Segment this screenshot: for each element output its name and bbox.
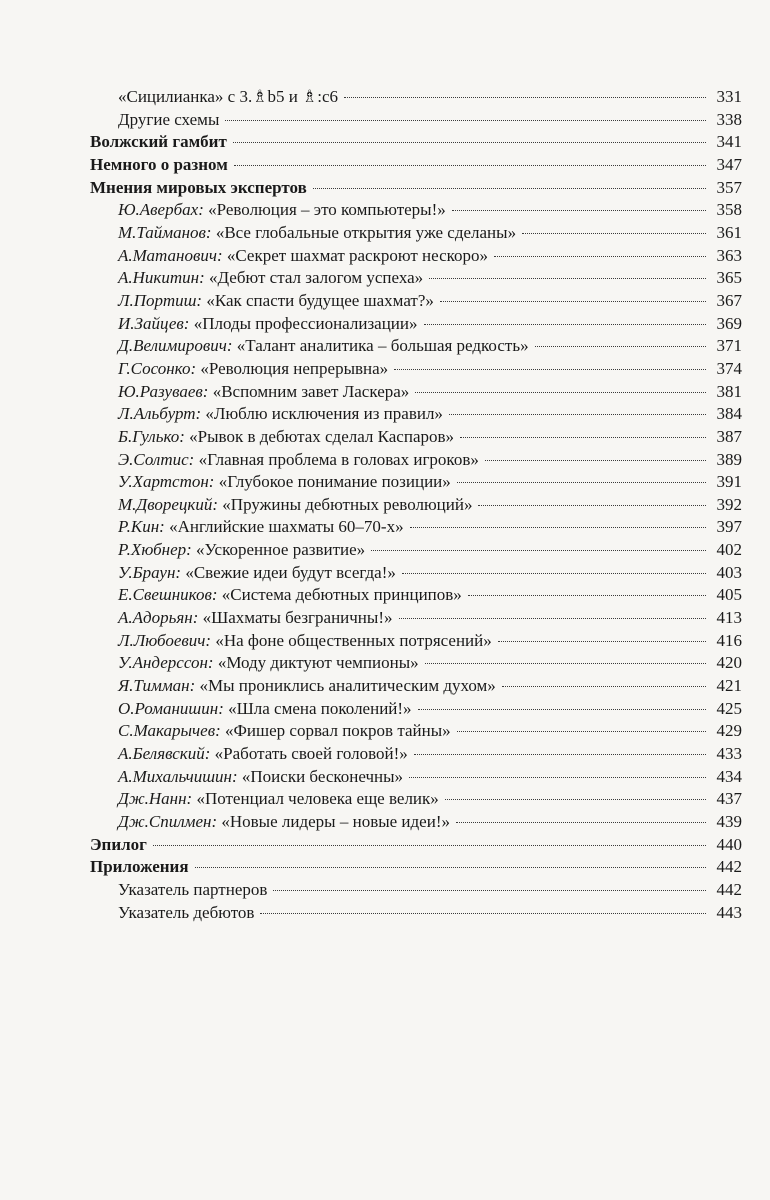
toc-entry-page-number: 397 <box>716 517 742 537</box>
toc-entry-label <box>118 630 492 653</box>
toc-entry-label <box>118 335 529 358</box>
toc-entry <box>90 449 742 472</box>
toc-entry <box>90 131 742 154</box>
toc-entry-title: «Вспомним завет Ласкера» <box>212 381 410 401</box>
toc-entry-title: «Пружины дебютных революций» <box>222 494 473 514</box>
toc-entry <box>90 335 742 358</box>
toc-entry <box>90 245 742 268</box>
dot-leader <box>418 709 706 710</box>
toc-entry-page-number: 341 <box>716 132 742 152</box>
toc-entry-title: Другие схемы <box>118 109 220 129</box>
toc-entry <box>90 426 742 449</box>
toc-entry-author: А.Матанович: <box>118 245 223 265</box>
toc-entry-label <box>90 131 227 154</box>
toc-entry <box>90 811 742 834</box>
toc-entry-title: «Потенциал человека еще велик» <box>196 789 439 809</box>
toc-entry-author: Р.Хюбнер: <box>118 540 192 560</box>
toc-entry-title: «Как спасти будущее шахмат?» <box>206 290 434 310</box>
toc-entry-page-number: 347 <box>716 154 742 174</box>
dot-leader <box>440 301 706 302</box>
dot-leader <box>371 550 706 551</box>
toc-entry-page-number: 361 <box>716 222 742 242</box>
toc-entry-page-number: 403 <box>716 562 742 582</box>
toc-entry-page-number: 442 <box>716 879 742 899</box>
toc-entry-author: О.Романишин: <box>118 698 224 718</box>
toc-entry <box>90 879 742 902</box>
toc-entry-title: «Мы прониклись аналитическим духом» <box>199 676 496 696</box>
dot-leader <box>445 799 706 800</box>
toc-entry-label <box>118 675 496 698</box>
toc-entry-author: Р.Кин: <box>118 517 165 537</box>
toc-entry-page-number: 420 <box>716 653 742 673</box>
toc-entry-author: М.Тайманов: <box>118 222 212 242</box>
toc-entry-author: А.Адорьян: <box>118 608 199 628</box>
dot-leader <box>153 845 706 846</box>
toc-entry-page-number: 387 <box>716 426 742 446</box>
toc-entry <box>90 313 742 336</box>
toc-entry <box>90 766 742 789</box>
toc-entry-page-number: 416 <box>716 630 742 650</box>
dot-leader <box>452 210 706 211</box>
toc-entry-label <box>118 109 219 132</box>
dot-leader <box>478 505 706 506</box>
toc-entry-page-number: 367 <box>716 290 742 310</box>
toc-entry-author: Г.Сосонко: <box>118 358 197 378</box>
toc-entry-label <box>118 426 454 449</box>
toc-entry-title: «На фоне общественных потрясений» <box>215 630 492 650</box>
toc-entry-page-number: 437 <box>716 789 742 809</box>
dot-leader <box>415 392 706 393</box>
dot-leader <box>234 165 706 166</box>
toc-entry-page-number: 439 <box>716 812 742 831</box>
toc-entry-page-number: 381 <box>716 381 742 401</box>
toc-entry-author: А.Белявский: <box>118 744 211 764</box>
table-of-contents <box>90 86 742 924</box>
toc-entry-title: «Работать своей головой!» <box>214 744 408 764</box>
toc-entry <box>90 86 742 109</box>
toc-entry <box>90 856 742 879</box>
toc-entry-author: Дж.Нанн: <box>118 789 193 809</box>
dot-leader <box>273 890 706 891</box>
toc-entry-author: Ю.Разуваев: <box>118 381 209 401</box>
toc-entry-title: «Ускоренное развитие» <box>196 540 366 560</box>
dot-leader <box>522 233 706 234</box>
toc-entry-label <box>118 607 393 630</box>
toc-entry-title: «Глубокое понимание позиции» <box>218 472 451 492</box>
dot-leader <box>233 142 706 143</box>
toc-entry-page-number: 433 <box>716 744 742 764</box>
toc-entry-title: «Дебют стал залогом успеха» <box>209 268 424 288</box>
toc-entry-label <box>118 902 254 925</box>
toc-entry-title: «Все глобальные открытия уже сделаны» <box>215 222 517 242</box>
toc-entry-author: Дж.Спилмен: <box>118 812 218 831</box>
dot-leader <box>414 754 706 755</box>
toc-entry-title: «Сицилианка» с 3.♗b5 и ♗:c6 <box>118 87 339 106</box>
toc-entry-page-number: 425 <box>716 698 742 718</box>
toc-entry-label <box>90 177 307 200</box>
toc-entry-author: Э.Солтис: <box>118 449 195 469</box>
toc-entry-title: «Революция непрерывна» <box>200 358 389 378</box>
toc-entry-author: А.Михальчишин: <box>118 766 238 786</box>
dot-leader <box>494 256 706 257</box>
dot-leader <box>424 324 707 325</box>
dot-leader <box>429 278 706 279</box>
toc-entry-author: Д.Велимирович: <box>118 336 233 356</box>
toc-entry-label <box>118 516 404 539</box>
toc-entry-label <box>118 381 409 404</box>
dot-leader <box>457 731 706 732</box>
toc-entry-label <box>90 154 228 177</box>
dot-leader <box>498 641 706 642</box>
dot-leader <box>485 460 706 461</box>
dot-leader <box>449 414 706 415</box>
toc-entry <box>90 562 742 585</box>
toc-entry-author: У.Хартстон: <box>118 472 215 492</box>
toc-entry-label <box>118 358 388 381</box>
toc-entry-label <box>118 449 479 472</box>
toc-entry-author: У.Браун: <box>118 562 182 582</box>
toc-entry-label <box>118 879 267 902</box>
toc-entry-page-number: 443 <box>716 902 742 922</box>
toc-entry-author: Е.Свешников: <box>118 585 218 605</box>
toc-entry-author: Л.Портиш: <box>118 290 203 310</box>
toc-entry-title: «Английские шахматы 60–70-х» <box>169 517 404 537</box>
toc-entry-title: «Фишер сорвал покров тайны» <box>225 721 451 741</box>
toc-entry-title: «Моду диктуют чемпионы» <box>217 653 419 673</box>
dot-leader <box>402 573 706 574</box>
toc-entry-author: Б.Гулько: <box>118 426 185 446</box>
toc-entry-label <box>118 222 516 245</box>
toc-entry <box>90 516 742 539</box>
dot-leader <box>535 346 706 347</box>
toc-entry-label <box>118 720 451 743</box>
toc-entry-page-number: 434 <box>716 766 742 786</box>
toc-entry-label <box>118 562 396 585</box>
toc-entry <box>90 222 742 245</box>
toc-entry-title: Указатель партнеров <box>118 879 268 899</box>
toc-entry-label <box>90 856 189 879</box>
toc-entry-label <box>118 267 423 290</box>
toc-entry-title: «Главная проблема в головах игроков» <box>198 449 479 469</box>
toc-entry <box>90 630 742 653</box>
toc-entry <box>90 834 742 857</box>
toc-entry <box>90 177 742 200</box>
toc-entry <box>90 788 742 811</box>
toc-entry-title: «Поиски бесконечны» <box>241 766 404 786</box>
toc-entry <box>90 698 742 721</box>
toc-entry <box>90 652 742 675</box>
toc-entry-label <box>118 245 488 268</box>
toc-entry <box>90 902 742 925</box>
toc-entry-page-number: 363 <box>716 245 742 265</box>
toc-entry <box>90 403 742 426</box>
toc-entry-title: Немного о разном <box>90 154 228 174</box>
toc-entry-page-number: 369 <box>716 313 742 333</box>
toc-entry-page-number: 442 <box>716 857 742 877</box>
toc-entry-author: Л.Альбурт: <box>118 404 202 424</box>
toc-entry-title: «Шла смена поколений!» <box>228 698 412 718</box>
toc-entry-title: «Система дебютных принципов» <box>221 585 462 605</box>
toc-entry-page-number: 392 <box>716 494 742 514</box>
toc-entry-page-number: 331 <box>716 87 742 106</box>
toc-entry-title: Волжский гамбит <box>90 132 227 152</box>
toc-entry-label <box>118 199 446 222</box>
toc-entry <box>90 471 742 494</box>
toc-entry-title: «Новые лидеры – новые идеи!» <box>221 812 450 831</box>
dot-leader <box>195 867 706 868</box>
toc-entry-author: М.Дворецкий: <box>118 494 219 514</box>
toc-entry-page-number: 405 <box>716 585 742 605</box>
toc-entry-label <box>118 539 365 562</box>
toc-entry <box>90 494 742 517</box>
toc-entry-author: У.Андерссон: <box>118 653 214 673</box>
toc-entry <box>90 199 742 222</box>
toc-entry-page-number: 413 <box>716 608 742 628</box>
dot-leader <box>457 482 706 483</box>
toc-entry <box>90 675 742 698</box>
toc-entry-page-number: 429 <box>716 721 742 741</box>
toc-entry-page-number: 374 <box>716 358 742 378</box>
dot-leader <box>409 777 706 778</box>
toc-entry-page-number: 365 <box>716 268 742 288</box>
toc-entry <box>90 584 742 607</box>
toc-entry-label <box>118 766 403 789</box>
dot-leader <box>260 913 706 914</box>
toc-entry-page-number: 421 <box>716 676 742 696</box>
toc-entry-page-number: 402 <box>716 540 742 560</box>
toc-entry-page-number: 440 <box>716 834 742 854</box>
toc-entry-title: «Люблю исключения из правил» <box>205 404 443 424</box>
toc-entry-title: «Секрет шахмат раскроют нескоро» <box>226 245 489 265</box>
dot-leader <box>410 527 706 528</box>
toc-entry-label <box>118 471 451 494</box>
toc-entry <box>90 358 742 381</box>
toc-entry <box>90 290 742 313</box>
toc-entry-author: Л.Любоевич: <box>118 630 212 650</box>
toc-entry-page-number: 358 <box>716 200 742 220</box>
dot-leader <box>460 437 706 438</box>
toc-entry <box>90 109 742 132</box>
toc-entry-label <box>118 811 450 834</box>
toc-entry <box>90 381 742 404</box>
toc-entry <box>90 267 742 290</box>
toc-entry-author: С.Макарычев: <box>118 721 221 741</box>
dot-leader <box>502 686 706 687</box>
dot-leader <box>394 369 706 370</box>
dot-leader <box>225 120 706 121</box>
toc-entry-label <box>118 403 443 426</box>
toc-entry-title: Мнения мировых экспертов <box>90 177 307 197</box>
toc-entry-author: А.Никитин: <box>118 268 205 288</box>
toc-entry-title: «Рывок в дебютах сделал Каспаров» <box>189 426 455 446</box>
dot-leader <box>468 595 706 596</box>
toc-entry-page-number: 338 <box>716 109 742 129</box>
toc-entry-author: Ю.Авербах: <box>118 200 204 220</box>
dot-leader <box>344 97 706 98</box>
toc-entry-label <box>118 494 472 517</box>
toc-entry-page-number: 371 <box>716 336 742 356</box>
toc-entry-author: И.Зайцев: <box>118 313 190 333</box>
toc-entry-label <box>90 834 147 857</box>
toc-entry-author: Я.Тимман: <box>118 676 196 696</box>
toc-entry <box>90 539 742 562</box>
toc-entry <box>90 607 742 630</box>
toc-entry-page-number: 391 <box>716 472 742 492</box>
toc-entry-page-number: 357 <box>716 177 742 197</box>
toc-entry-title: Указатель дебютов <box>118 902 255 922</box>
toc-entry-title: Приложения <box>90 857 189 877</box>
dot-leader <box>456 822 706 823</box>
toc-entry <box>90 720 742 743</box>
toc-entry-label <box>118 698 412 721</box>
toc-entry-page-number: 389 <box>716 449 742 469</box>
toc-entry-label <box>118 788 439 811</box>
toc-entry <box>90 154 742 177</box>
dot-leader <box>425 663 706 664</box>
toc-entry-title: «Революция – это компьютеры!» <box>208 200 446 220</box>
toc-entry-page-number: 384 <box>716 404 742 424</box>
toc-entry-label <box>118 584 462 607</box>
toc-entry-title: «Талант аналитика – большая редкость» <box>236 336 529 356</box>
toc-entry-label <box>118 652 419 675</box>
toc-entry-title: «Шахматы безграничны!» <box>202 608 393 628</box>
toc-entry <box>90 743 742 766</box>
toc-entry-title: «Плоды профессионализации» <box>193 313 418 333</box>
dot-leader <box>313 188 706 189</box>
toc-entry-title: Эпилог <box>90 834 147 854</box>
toc-entry-label <box>118 290 434 313</box>
toc-entry-label <box>118 86 338 109</box>
dot-leader <box>399 618 707 619</box>
toc-entry-label <box>118 743 408 766</box>
toc-entry-title: «Свежие идеи будут всегда!» <box>185 562 396 582</box>
toc-entry-label <box>118 313 418 336</box>
